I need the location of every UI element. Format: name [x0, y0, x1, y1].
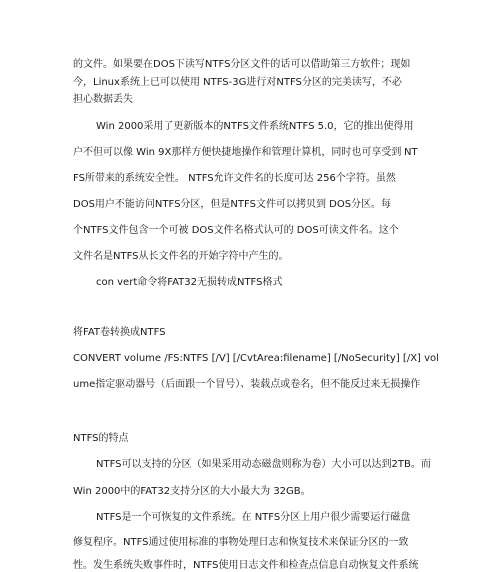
paragraph-line: 性。发生系统失败事件时，NTFS使用日志文件和检查点信息自动恢复文件系统 [73, 560, 419, 571]
paragraph-line-fragment: NT [404, 147, 418, 158]
paragraph-line: con vert命令将FAT32无损转成NTFS格式 [96, 277, 283, 288]
command-line: CONVERT volume /FS:NTFS [/V] [/CvtArea:filename] [/NoSecurity] [/X] vol [73, 353, 439, 364]
paragraph-line: 文件名是NTFS从长文件名的开始字符中产生的。 [73, 251, 289, 262]
paragraph-line: 的文件。如果要在DOS下读写NTFS分区文件的话可以借助第三方软件；现如 [73, 59, 411, 70]
paragraph-line: 修复程序。NTFS通过使用标准的事物处理日志和恢复技术来保证分区的一致 [73, 537, 409, 548]
paragraph-line: Win 2000中的FAT32支持分区的大小最大为 32GB。 [73, 486, 311, 497]
section-heading: NTFS的特点 [73, 433, 129, 444]
paragraph-line: FS所带来的系统安全性。 NTFS允许文件名的长度可达 256个字符。虽然 [73, 173, 396, 184]
paragraph-line: 个NTFS文件包含一个可被 DOS文件名格式认可的 DOS可读文件名。这个 [73, 225, 399, 236]
paragraph-line: Win 2000采用了更新版本的NTFS文件系统NTFS 5.0，它的推出使得用 [96, 121, 414, 132]
paragraph-line: NTFS可以支持的分区（如果采用动态磁盘则称为卷）大小可以达到2TB。而 [96, 459, 431, 470]
paragraph-line: NTFS是一个可恢复的文件系统。在 NTFS分区上用户很少需要运行磁盘 [96, 512, 411, 523]
paragraph-line: DOS用户不能访问NTFS分区，但是NTFS文件可以拷贝到 DOS分区。每 [73, 199, 392, 210]
paragraph-line: 今，Linux系统上已可以使用 NTFS-3G进行对NTFS分区的完美读写，不必 [73, 77, 402, 88]
section-heading: 将FAT卷转换成NTFS [73, 327, 166, 338]
paragraph-line: ume指定驱动器号（后面跟一个冒号）、装载点或卷名，但不能反过来无损操作 [73, 379, 421, 390]
paragraph-line: 担心数据丢失 [73, 94, 133, 105]
paragraph-line: 户不但可以像 Win 9X那样方便快捷地操作和管理计算机，同时也可享受到 [73, 147, 402, 158]
